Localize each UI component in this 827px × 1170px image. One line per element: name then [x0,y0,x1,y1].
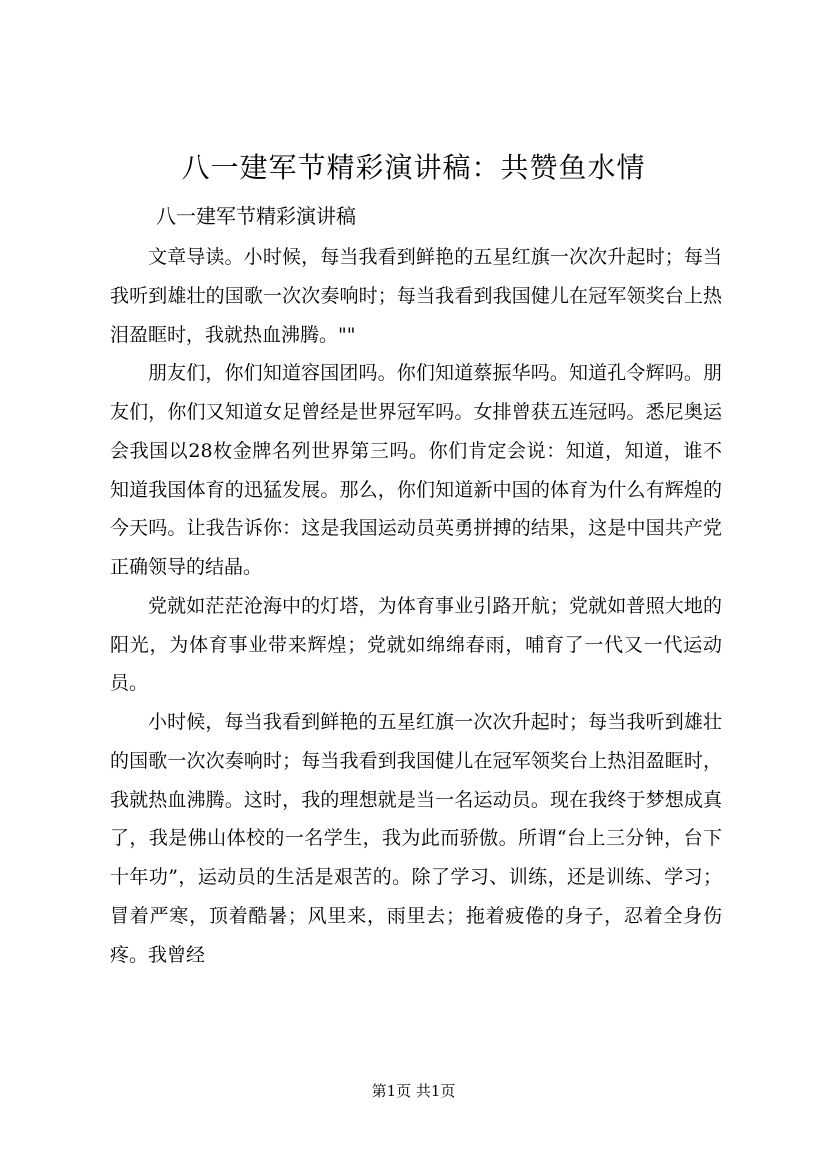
document-subtitle: 八一建军节精彩演讲稿 [156,204,356,228]
paragraph-intro: 文章导读。小时候，每当我看到鲜艳的五星红旗一次次升起时；每当我听到雄壮的国歌一次次奏响时；每当我看到我国健儿在冠军领奖台上热泪盈眶时，我就热血沸腾。"" [110,246,722,346]
paragraph-friends: 朋友们，你们知道容国团吗。你们知道蔡振华吗。知道孔令辉吗。朋友们，你们又知道女足曾经是世界冠军吗。女排曾获五连冠吗。悉尼奥运会我国以28枚金牌名列世界第三吗。你们肯定会说：知道，知道，谁不知道我国体育的迅猛发展。那么，你们知道新中国的体育为什么有辉煌的今天吗。让我告诉你：这是我国运动员英勇拼搏的结果，这是中国共产党正确领导的结晶。 [110,362,722,578]
paragraph-childhood: 小时候，每当我看到鲜艳的五星红旗一次次升起时；每当我听到雄壮的国歌一次次奏响时；每当我看到我国健儿在冠军领奖台上热泪盈眶时，我就热血沸腾。这时，我的理想就是当一名运动员。现在我终于梦想成真了，我是佛山体校的一名学生，我为此而骄傲。所谓“台上三分钟，台下十年功”，运动员的生活是艰苦的。除了学习、训练，还是训练、学习；冒着严寒，顶着酷暑；风里来，雨里去；拖着疲倦的身子，忍着全身伤疼。我曾经 [110,711,722,966]
page-footer: 第1页 共1页 [371,1082,456,1100]
document-body [110,238,722,974]
document-title: 八一建军节精彩演讲稿：共赞鱼水情 [181,151,646,184]
paragraph-party: 党就如茫茫沧海中的灯塔，为体育事业引路开航；党就如普照大地的阳光，为体育事业带来辉煌；党就如绵绵春雨，哺育了一代又一代运动员。 [110,594,722,695]
